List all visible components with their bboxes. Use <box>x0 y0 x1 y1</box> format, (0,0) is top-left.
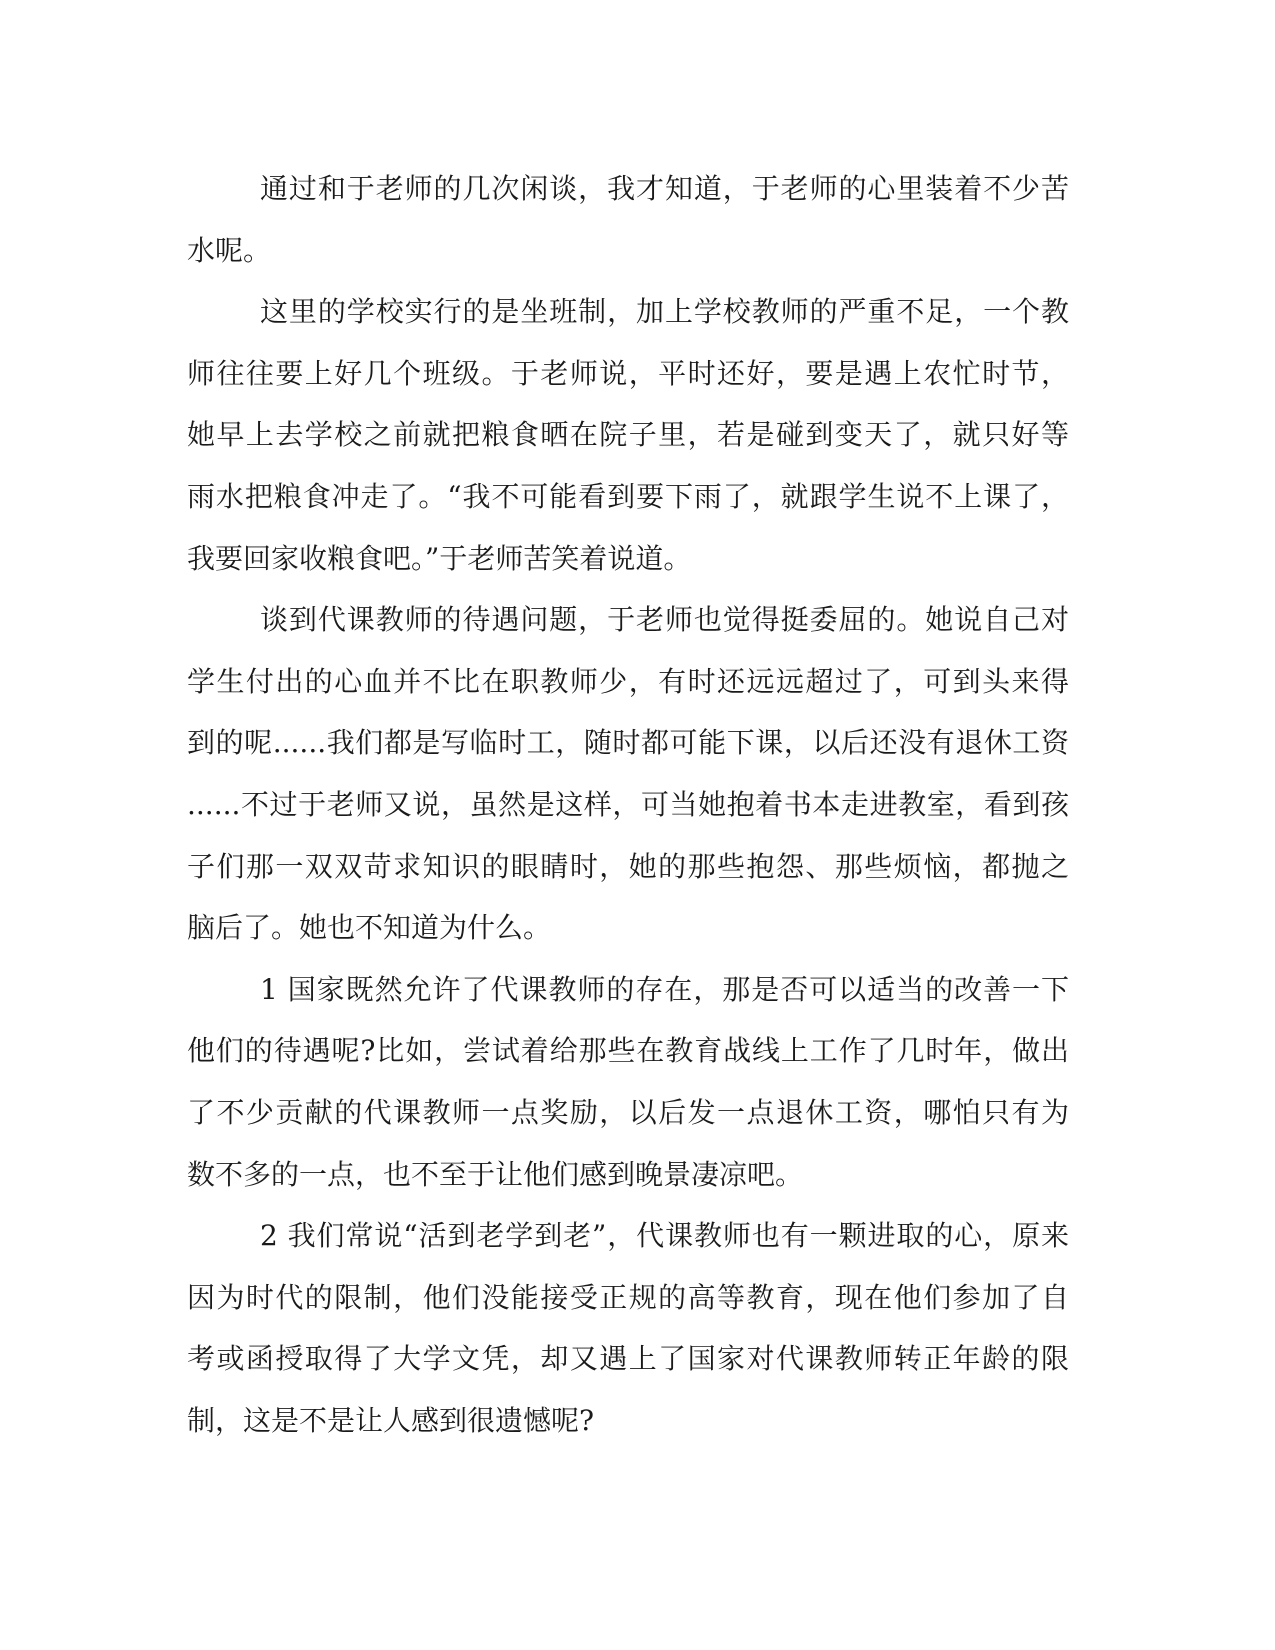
paragraph-1 <box>187 158 1069 281</box>
paragraph-line: 她早上去学校之前就把粮食晒在院子里，若是碰到变天了，就只好等 <box>187 418 1069 452</box>
paragraph-line: 这里的学校实行的是坐班制，加上学校教师的严重不足，一个教 <box>260 295 1069 329</box>
paragraph-5 <box>187 1205 1069 1451</box>
paragraph-line: 谈到代课教师的待遇问题，于老师也觉得挺委屈的。她说自己对 <box>260 603 1069 637</box>
paragraph-line: 学生付出的心血并不比在职教师少，有时还远远超过了，可到头来得 <box>187 664 1069 698</box>
paragraph-line: 水呢。 <box>187 233 272 267</box>
paragraph-line: 师往往要上好几个班级。于老师说，平时还好，要是遇上农忙时节， <box>187 356 1069 390</box>
paragraph-line: 到的呢......我们都是写临时工，随时都可能下课，以后还没有退休工资 <box>187 726 1069 760</box>
paragraph-line: 了不少贡献的代课教师一点奖励，以后发一点退休工资，哪怕只有为 <box>187 1095 1069 1129</box>
paragraph-line: 数不多的一点，也不至于让他们感到晚景凄凉吧。 <box>187 1157 804 1191</box>
document-body <box>187 158 1069 1451</box>
paragraph-line: 通过和于老师的几次闲谈，我才知道，于老师的心里装着不少苦 <box>260 172 1069 205</box>
paragraph-4 <box>187 959 1069 1205</box>
paragraph-line: 我要回家收粮食吧。”于老师苦笑着说道。 <box>187 541 692 575</box>
paragraph-line: 他们的待遇呢?比如，尝试着给那些在教育战线上工作了几时年，做出 <box>187 1034 1069 1068</box>
paragraph-line: 考或函授取得了大学文凭，却又遇上了国家对代课教师转正年龄的限 <box>187 1342 1069 1376</box>
paragraph-line: 1 国家既然允许了代课教师的存在，那是否可以适当的改善一下 <box>260 972 1069 1006</box>
paragraph-line: 制，这是不是让人感到很遗憾呢? <box>187 1403 595 1437</box>
paragraph-line: 雨水把粮食冲走了。“我不可能看到要下雨了，就跟学生说不上课了， <box>187 479 1069 513</box>
paragraph-line: ......不过于老师又说，虽然是这样，可当她抱着书本走进教室，看到孩 <box>187 787 1069 821</box>
paragraph-3 <box>187 589 1069 959</box>
paragraph-2 <box>187 281 1069 589</box>
paragraph-line: 因为时代的限制，他们没能接受正规的高等教育，现在他们参加了自 <box>187 1280 1069 1314</box>
paragraph-line: 脑后了。她也不知道为什么。 <box>187 911 552 945</box>
paragraph-line: 子们那一双双苛求知识的眼睛时，她的那些抱怨、那些烦恼，都抛之 <box>187 849 1069 883</box>
paragraph-line: 2 我们常说“活到老学到老”，代课教师也有一颗进取的心，原来 <box>260 1219 1069 1253</box>
